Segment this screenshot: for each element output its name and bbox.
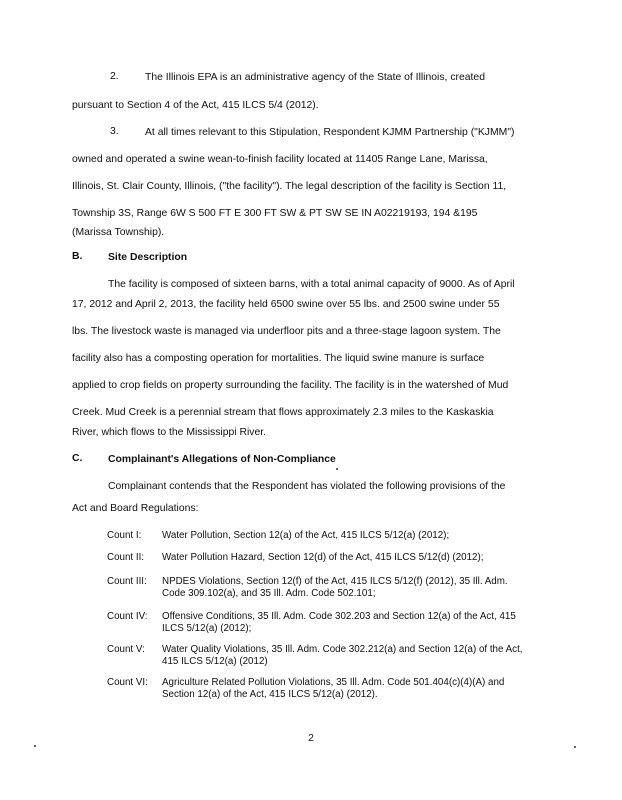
count-6-text <box>162 677 542 701</box>
paragraph-2-line-1: The Illinois EPA is an administrative agency of the State of Illinois, created <box>145 72 485 83</box>
count-5-label: Count V: <box>107 644 145 655</box>
count-4-text <box>162 611 542 635</box>
section-b-letter: B. <box>72 251 83 262</box>
count-2-label: Count II: <box>107 552 145 563</box>
count-6-line-1: Agriculture Related Pollution Violations, 35 Ill. Adm. Code 501.404(c)(4)(A) and <box>162 677 505 688</box>
paragraph-3-line-2: owned and operated a swine wean-to-finish facility located at 11405 Range Lane, Marissa, <box>72 154 488 165</box>
count-2-text <box>162 552 542 564</box>
count-6-label: Count VI: <box>107 677 148 688</box>
section-b-line-7: River, which flows to the Mississippi River. <box>72 427 267 438</box>
count-3-text <box>162 576 542 600</box>
scan-speck <box>336 468 338 470</box>
section-b-line-1: The facility is composed of sixteen barns, with a total animal capacity of 9000. As of April <box>108 279 515 290</box>
count-4-line-1: Offensive Conditions, 35 Ill. Adm. Code 302.203 and Section 12(a) of the Act, 415 <box>162 611 516 622</box>
page-number: 2 <box>308 733 314 744</box>
count-6-line-2: Section 12(a) of the Act, 415 ILCS 5/12(a) (2012). <box>162 689 378 700</box>
section-b-line-2: 17, 2012 and April 2, 2013, the facility held 6500 swine over 55 lbs. and 2500 swine under 55 <box>72 299 500 310</box>
count-5-line-2: 415 ILCS 5/12(a) (2012) <box>162 656 268 667</box>
count-4-label: Count IV: <box>107 611 148 622</box>
section-c-line-1: Complainant contends that the Respondent has violated the following provisions of the <box>108 481 506 492</box>
count-3-line-1: NPDES Violations, Section 12(f) of the Act, 415 ILCS 5/12(f) (2012), 35 Ill. Adm. <box>162 576 508 587</box>
count-1-label: Count I: <box>107 530 142 541</box>
section-b-line-6: Creek. Mud Creek is a perennial stream that flows approximately 2.3 miles to the Kaskaskia <box>72 407 494 418</box>
paragraph-3-line-1: At all times relevant to this Stipulation, Respondent KJMM Partnership ("KJMM") <box>145 127 515 138</box>
count-3-line-2: Code 309.102(a), and 35 Ill. Adm. Code 502.101; <box>162 588 376 599</box>
paragraph-2-line-2: pursuant to Section 4 of the Act, 415 ILCS 5/4 (2012). <box>72 100 319 111</box>
paragraph-3-line-3: Illinois, St. Clair County, Illinois, ("the facility"). The legal description of the facility is Section 11, <box>72 181 507 192</box>
scan-speck <box>34 745 36 747</box>
paragraph-3-line-5: (Marissa Township). <box>72 227 165 238</box>
scan-speck <box>574 746 576 748</box>
count-1-text <box>162 530 542 542</box>
section-b-line-4: facility also has a composting operation for mortalities. The liquid swine manure is surface <box>72 353 485 364</box>
section-b-heading: Site Description <box>108 252 188 263</box>
count-1-line-1: Water Pollution, Section 12(a) of the Act, 415 ILCS 5/12(a) (2012); <box>162 530 450 541</box>
section-c-letter: C. <box>72 453 83 464</box>
count-4-line-2: ILCS 5/12(a) (2012); <box>162 623 252 634</box>
count-5-line-1: Water Quality Violations, 35 Ill. Adm. Code 302.212(a) and Section 12(a) of the Act, <box>162 644 523 655</box>
count-2-line-1: Water Pollution Hazard, Section 12(d) of the Act, 415 ILCS 5/12(d) (2012); <box>162 552 484 563</box>
section-b-line-5: applied to crop fields on property surrounding the facility. The facility is in the watershed of Mud <box>72 380 509 391</box>
section-c-line-2: Act and Board Regulations: <box>72 503 199 514</box>
count-3-label: Count III: <box>107 576 147 587</box>
paragraph-3-number: 3. <box>110 126 119 137</box>
section-b-line-3: lbs. The livestock waste is managed via underfloor pits and a three-stage lagoon system. The <box>72 326 501 337</box>
paragraph-3-line-4: Township 3S, Range 6W S 500 FT E 300 FT SW & PT SW SE IN A02219193, 194 &195 <box>72 208 478 219</box>
section-c-heading: Complainant's Allegations of Non-Compliance <box>108 454 336 465</box>
count-5-text <box>162 644 542 668</box>
paragraph-2-number: 2. <box>110 71 119 82</box>
